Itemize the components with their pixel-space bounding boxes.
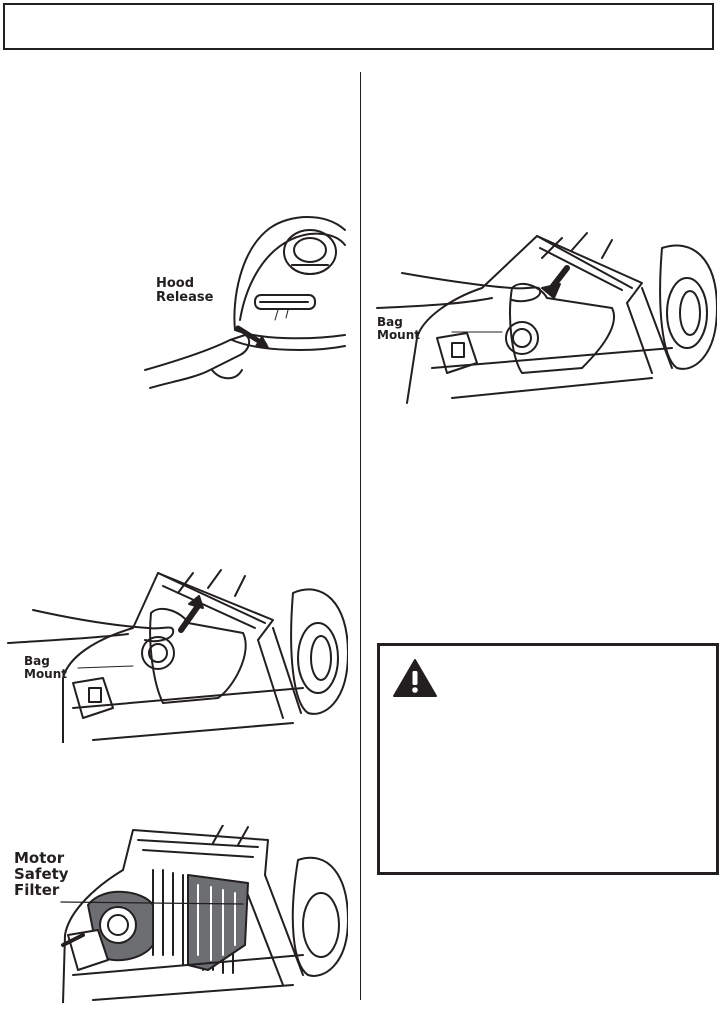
motor-safety-filter-label-line-1: Motor — [14, 849, 65, 867]
bag-mount-remove-label — [24, 655, 67, 680]
bag-mount-insert-label — [377, 316, 420, 341]
hood-release-label — [156, 277, 213, 304]
bag-mount-remove-label-line-1: Bag — [24, 654, 50, 668]
bag-mount-remove-label-line-2: Mount — [24, 666, 68, 681]
motor-safety-filter-label — [14, 851, 69, 898]
hood-release-label-line-2: Release — [156, 289, 214, 305]
bag-mount-insert-label-line-1: Bag — [377, 315, 403, 329]
motor-safety-filter-label-line-3: Filter — [14, 880, 60, 899]
header-box — [3, 3, 714, 50]
warning-triangle-icon — [392, 658, 438, 703]
hood-release-label-line-1: Hood — [156, 276, 195, 291]
column-divider — [360, 72, 361, 1000]
bag-mount-insert-label-line-2: Mount — [377, 327, 421, 342]
bag-mount-insert-figure — [372, 228, 717, 408]
warning-box — [377, 643, 719, 875]
motor-safety-filter-label-line-2: Safety — [14, 864, 69, 883]
